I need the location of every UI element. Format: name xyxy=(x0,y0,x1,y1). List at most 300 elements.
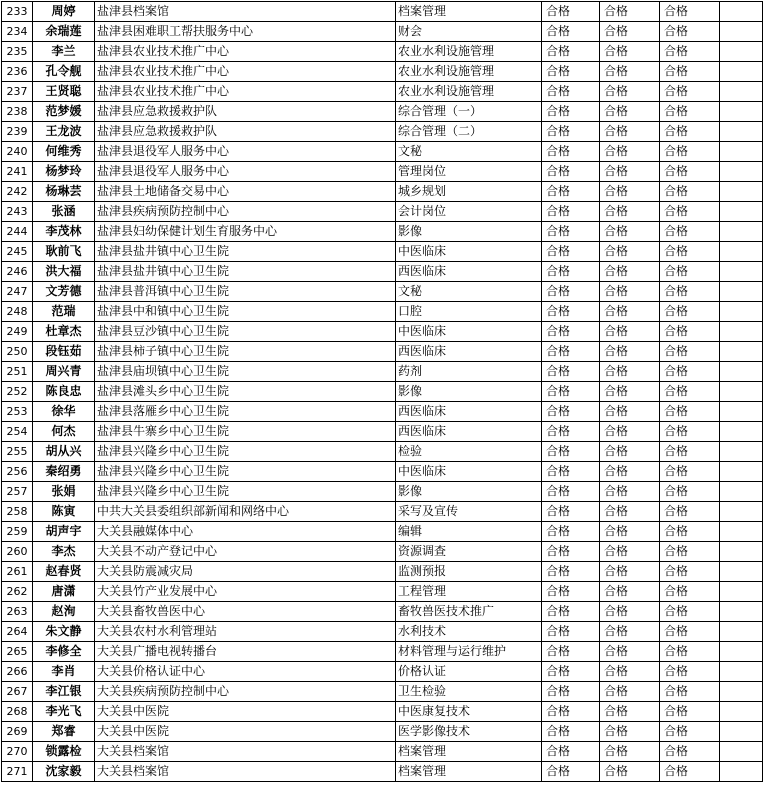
empty-cell xyxy=(720,322,763,342)
post-cell: 卫生检验 xyxy=(396,682,542,702)
table-row xyxy=(2,402,763,422)
empty-cell xyxy=(720,382,763,402)
result-cell-2: 合格 xyxy=(600,222,660,242)
table-row xyxy=(2,442,763,462)
result-cell-1: 合格 xyxy=(542,342,600,362)
table-row xyxy=(2,322,763,342)
result-cell-3: 合格 xyxy=(660,422,720,442)
unit-cell: 盐津县土地储备交易中心 xyxy=(95,182,396,202)
name-cell: 张娟 xyxy=(33,482,95,502)
row-number-cell: 252 xyxy=(2,382,33,402)
unit-cell: 盐津县盐井镇中心卫生院 xyxy=(95,242,396,262)
result-cell-3: 合格 xyxy=(660,182,720,202)
row-number-cell: 270 xyxy=(2,742,33,762)
name-cell: 李江银 xyxy=(33,682,95,702)
result-cell-2: 合格 xyxy=(600,342,660,362)
table-row xyxy=(2,462,763,482)
name-cell: 李兰 xyxy=(33,42,95,62)
table-row xyxy=(2,82,763,102)
empty-cell xyxy=(720,582,763,602)
empty-cell xyxy=(720,562,763,582)
result-cell-1: 合格 xyxy=(542,582,600,602)
unit-cell: 大关县融媒体中心 xyxy=(95,522,396,542)
empty-cell xyxy=(720,442,763,462)
post-cell: 农业水利设施管理 xyxy=(396,42,542,62)
post-cell: 中医临床 xyxy=(396,242,542,262)
result-cell-3: 合格 xyxy=(660,642,720,662)
result-cell-3: 合格 xyxy=(660,562,720,582)
unit-cell: 盐津县中和镇中心卫生院 xyxy=(95,302,396,322)
unit-cell: 大关县价格认证中心 xyxy=(95,662,396,682)
result-cell-3: 合格 xyxy=(660,522,720,542)
table-row xyxy=(2,2,763,22)
result-cell-3: 合格 xyxy=(660,102,720,122)
result-cell-2: 合格 xyxy=(600,622,660,642)
unit-cell: 大关县疾病预防控制中心 xyxy=(95,682,396,702)
table-row xyxy=(2,282,763,302)
result-cell-2: 合格 xyxy=(600,2,660,22)
name-cell: 文芳德 xyxy=(33,282,95,302)
result-cell-3: 合格 xyxy=(660,762,720,782)
result-cell-1: 合格 xyxy=(542,702,600,722)
result-cell-3: 合格 xyxy=(660,622,720,642)
result-cell-3: 合格 xyxy=(660,582,720,602)
table-row xyxy=(2,702,763,722)
result-cell-2: 合格 xyxy=(600,742,660,762)
post-cell: 财会 xyxy=(396,22,542,42)
name-cell: 洪大福 xyxy=(33,262,95,282)
post-cell: 中医临床 xyxy=(396,322,542,342)
unit-cell: 盐津县疾病预防控制中心 xyxy=(95,202,396,222)
empty-cell xyxy=(720,122,763,142)
row-number-cell: 255 xyxy=(2,442,33,462)
result-cell-1: 合格 xyxy=(542,182,600,202)
post-cell: 工程管理 xyxy=(396,582,542,602)
result-cell-2: 合格 xyxy=(600,702,660,722)
result-cell-1: 合格 xyxy=(542,142,600,162)
row-number-cell: 268 xyxy=(2,702,33,722)
result-cell-1: 合格 xyxy=(542,362,600,382)
name-cell: 李茂林 xyxy=(33,222,95,242)
row-number-cell: 263 xyxy=(2,602,33,622)
table-row xyxy=(2,762,763,782)
row-number-cell: 258 xyxy=(2,502,33,522)
post-cell: 档案管理 xyxy=(396,742,542,762)
post-cell: 文秘 xyxy=(396,282,542,302)
name-cell: 胡声宇 xyxy=(33,522,95,542)
result-cell-3: 合格 xyxy=(660,702,720,722)
row-number-cell: 236 xyxy=(2,62,33,82)
result-cell-2: 合格 xyxy=(600,22,660,42)
name-cell: 耿前飞 xyxy=(33,242,95,262)
name-cell: 杨琳芸 xyxy=(33,182,95,202)
result-cell-2: 合格 xyxy=(600,42,660,62)
result-cell-1: 合格 xyxy=(542,662,600,682)
name-cell: 沈家毅 xyxy=(33,762,95,782)
empty-cell xyxy=(720,242,763,262)
result-cell-2: 合格 xyxy=(600,422,660,442)
result-cell-2: 合格 xyxy=(600,642,660,662)
empty-cell xyxy=(720,542,763,562)
row-number-cell: 240 xyxy=(2,142,33,162)
result-cell-3: 合格 xyxy=(660,142,720,162)
result-cell-3: 合格 xyxy=(660,662,720,682)
empty-cell xyxy=(720,2,763,22)
unit-cell: 盐津县柿子镇中心卫生院 xyxy=(95,342,396,362)
table-row xyxy=(2,342,763,362)
result-cell-2: 合格 xyxy=(600,262,660,282)
unit-cell: 盐津县应急救援救护队 xyxy=(95,102,396,122)
table-body xyxy=(2,2,763,782)
name-cell: 郑睿 xyxy=(33,722,95,742)
post-cell: 监测预报 xyxy=(396,562,542,582)
post-cell: 口腔 xyxy=(396,302,542,322)
table-row xyxy=(2,182,763,202)
table-row xyxy=(2,42,763,62)
unit-cell: 盐津县妇幼保健计划生育服务中心 xyxy=(95,222,396,242)
result-cell-3: 合格 xyxy=(660,502,720,522)
unit-cell: 盐津县盐井镇中心卫生院 xyxy=(95,262,396,282)
unit-cell: 大关县不动产登记中心 xyxy=(95,542,396,562)
result-cell-3: 合格 xyxy=(660,542,720,562)
post-cell: 价格认证 xyxy=(396,662,542,682)
unit-cell: 大关县中医院 xyxy=(95,722,396,742)
unit-cell: 大关县竹产业发展中心 xyxy=(95,582,396,602)
result-cell-3: 合格 xyxy=(660,262,720,282)
result-cell-2: 合格 xyxy=(600,682,660,702)
row-number-cell: 234 xyxy=(2,22,33,42)
post-cell: 检验 xyxy=(396,442,542,462)
name-cell: 杜章杰 xyxy=(33,322,95,342)
post-cell: 农业水利设施管理 xyxy=(396,82,542,102)
empty-cell xyxy=(720,22,763,42)
empty-cell xyxy=(720,42,763,62)
result-cell-2: 合格 xyxy=(600,722,660,742)
name-cell: 锁露检 xyxy=(33,742,95,762)
name-cell: 赵春贤 xyxy=(33,562,95,582)
empty-cell xyxy=(720,622,763,642)
name-cell: 何维秀 xyxy=(33,142,95,162)
empty-cell xyxy=(720,522,763,542)
name-cell: 王龙波 xyxy=(33,122,95,142)
row-number-cell: 269 xyxy=(2,722,33,742)
table-row xyxy=(2,682,763,702)
row-number-cell: 247 xyxy=(2,282,33,302)
empty-cell xyxy=(720,362,763,382)
name-cell: 秦绍勇 xyxy=(33,462,95,482)
result-cell-1: 合格 xyxy=(542,442,600,462)
result-cell-3: 合格 xyxy=(660,342,720,362)
name-cell: 胡从兴 xyxy=(33,442,95,462)
result-cell-3: 合格 xyxy=(660,282,720,302)
result-cell-1: 合格 xyxy=(542,402,600,422)
result-cell-3: 合格 xyxy=(660,382,720,402)
result-cell-2: 合格 xyxy=(600,562,660,582)
unit-cell: 盐津县滩头乡中心卫生院 xyxy=(95,382,396,402)
post-cell: 西医临床 xyxy=(396,402,542,422)
row-number-cell: 267 xyxy=(2,682,33,702)
row-number-cell: 254 xyxy=(2,422,33,442)
result-cell-3: 合格 xyxy=(660,722,720,742)
name-cell: 范瑞 xyxy=(33,302,95,322)
unit-cell: 盐津县兴隆乡中心卫生院 xyxy=(95,442,396,462)
result-cell-3: 合格 xyxy=(660,82,720,102)
name-cell: 徐华 xyxy=(33,402,95,422)
post-cell: 管理岗位 xyxy=(396,162,542,182)
result-cell-1: 合格 xyxy=(542,2,600,22)
result-cell-2: 合格 xyxy=(600,522,660,542)
result-cell-1: 合格 xyxy=(542,242,600,262)
name-cell: 杨梦玲 xyxy=(33,162,95,182)
name-cell: 赵洵 xyxy=(33,602,95,622)
table-row xyxy=(2,202,763,222)
empty-cell xyxy=(720,682,763,702)
empty-cell xyxy=(720,462,763,482)
result-cell-2: 合格 xyxy=(600,122,660,142)
row-number-cell: 239 xyxy=(2,122,33,142)
name-cell: 唐潇 xyxy=(33,582,95,602)
name-cell: 李肖 xyxy=(33,662,95,682)
result-cell-1: 合格 xyxy=(542,722,600,742)
result-cell-3: 合格 xyxy=(660,402,720,422)
unit-cell: 盐津县退役军人服务中心 xyxy=(95,162,396,182)
post-cell: 药剂 xyxy=(396,362,542,382)
name-cell: 张涵 xyxy=(33,202,95,222)
result-cell-3: 合格 xyxy=(660,202,720,222)
empty-cell xyxy=(720,282,763,302)
table-row xyxy=(2,382,763,402)
row-number-cell: 242 xyxy=(2,182,33,202)
row-number-cell: 244 xyxy=(2,222,33,242)
result-cell-3: 合格 xyxy=(660,602,720,622)
result-cell-3: 合格 xyxy=(660,22,720,42)
unit-cell: 盐津县豆沙镇中心卫生院 xyxy=(95,322,396,342)
post-cell: 西医临床 xyxy=(396,262,542,282)
result-cell-3: 合格 xyxy=(660,122,720,142)
result-cell-3: 合格 xyxy=(660,682,720,702)
result-cell-2: 合格 xyxy=(600,142,660,162)
result-cell-1: 合格 xyxy=(542,742,600,762)
post-cell: 档案管理 xyxy=(396,2,542,22)
unit-cell: 盐津县应急救援救护队 xyxy=(95,122,396,142)
result-cell-1: 合格 xyxy=(542,522,600,542)
result-cell-3: 合格 xyxy=(660,222,720,242)
name-cell: 范梦媛 xyxy=(33,102,95,122)
unit-cell: 盐津县档案馆 xyxy=(95,2,396,22)
unit-cell: 大关县农村水利管理站 xyxy=(95,622,396,642)
post-cell: 综合管理（二） xyxy=(396,122,542,142)
table-row xyxy=(2,542,763,562)
result-cell-1: 合格 xyxy=(542,422,600,442)
row-number-cell: 264 xyxy=(2,622,33,642)
post-cell: 城乡规划 xyxy=(396,182,542,202)
empty-cell xyxy=(720,502,763,522)
post-cell: 资源调查 xyxy=(396,542,542,562)
empty-cell xyxy=(720,142,763,162)
empty-cell xyxy=(720,602,763,622)
unit-cell: 盐津县普洱镇中心卫生院 xyxy=(95,282,396,302)
result-cell-2: 合格 xyxy=(600,302,660,322)
result-cell-3: 合格 xyxy=(660,462,720,482)
result-cell-1: 合格 xyxy=(542,322,600,342)
result-cell-2: 合格 xyxy=(600,102,660,122)
table-row xyxy=(2,422,763,442)
table-row xyxy=(2,162,763,182)
result-cell-1: 合格 xyxy=(542,682,600,702)
empty-cell xyxy=(720,402,763,422)
result-cell-2: 合格 xyxy=(600,482,660,502)
unit-cell: 盐津县困难职工帮扶服务中心 xyxy=(95,22,396,42)
unit-cell: 盐津县落雁乡中心卫生院 xyxy=(95,402,396,422)
result-cell-3: 合格 xyxy=(660,322,720,342)
result-cell-1: 合格 xyxy=(542,82,600,102)
empty-cell xyxy=(720,762,763,782)
unit-cell: 盐津县农业技术推广中心 xyxy=(95,82,396,102)
table-row xyxy=(2,522,763,542)
results-table xyxy=(1,1,763,782)
name-cell: 何杰 xyxy=(33,422,95,442)
table-row xyxy=(2,122,763,142)
row-number-cell: 246 xyxy=(2,262,33,282)
post-cell: 材料管理与运行维护 xyxy=(396,642,542,662)
post-cell: 综合管理（一） xyxy=(396,102,542,122)
row-number-cell: 248 xyxy=(2,302,33,322)
result-cell-2: 合格 xyxy=(600,542,660,562)
unit-cell: 大关县档案馆 xyxy=(95,762,396,782)
result-cell-3: 合格 xyxy=(660,482,720,502)
result-cell-1: 合格 xyxy=(542,102,600,122)
result-cell-1: 合格 xyxy=(542,542,600,562)
post-cell: 水利技术 xyxy=(396,622,542,642)
post-cell: 西医临床 xyxy=(396,422,542,442)
result-cell-1: 合格 xyxy=(542,602,600,622)
table-row xyxy=(2,562,763,582)
unit-cell: 盐津县农业技术推广中心 xyxy=(95,62,396,82)
result-cell-1: 合格 xyxy=(542,222,600,242)
table-row xyxy=(2,722,763,742)
table-row xyxy=(2,362,763,382)
row-number-cell: 256 xyxy=(2,462,33,482)
post-cell: 编辑 xyxy=(396,522,542,542)
empty-cell xyxy=(720,722,763,742)
result-cell-3: 合格 xyxy=(660,2,720,22)
post-cell: 影像 xyxy=(396,482,542,502)
empty-cell xyxy=(720,82,763,102)
table-row xyxy=(2,642,763,662)
row-number-cell: 235 xyxy=(2,42,33,62)
empty-cell xyxy=(720,482,763,502)
row-number-cell: 262 xyxy=(2,582,33,602)
row-number-cell: 249 xyxy=(2,322,33,342)
row-number-cell: 259 xyxy=(2,522,33,542)
empty-cell xyxy=(720,222,763,242)
result-cell-2: 合格 xyxy=(600,762,660,782)
empty-cell xyxy=(720,102,763,122)
post-cell: 影像 xyxy=(396,382,542,402)
post-cell: 医学影像技术 xyxy=(396,722,542,742)
row-number-cell: 233 xyxy=(2,2,33,22)
table-row xyxy=(2,262,763,282)
result-cell-2: 合格 xyxy=(600,402,660,422)
table-row xyxy=(2,742,763,762)
unit-cell: 盐津县兴隆乡中心卫生院 xyxy=(95,482,396,502)
unit-cell: 盐津县牛寨乡中心卫生院 xyxy=(95,422,396,442)
result-cell-2: 合格 xyxy=(600,282,660,302)
result-cell-2: 合格 xyxy=(600,62,660,82)
empty-cell xyxy=(720,162,763,182)
result-cell-2: 合格 xyxy=(600,442,660,462)
result-cell-1: 合格 xyxy=(542,42,600,62)
empty-cell xyxy=(720,422,763,442)
row-number-cell: 241 xyxy=(2,162,33,182)
result-cell-1: 合格 xyxy=(542,62,600,82)
table-row xyxy=(2,502,763,522)
name-cell: 周婷 xyxy=(33,2,95,22)
result-cell-2: 合格 xyxy=(600,382,660,402)
table-row xyxy=(2,482,763,502)
result-cell-2: 合格 xyxy=(600,242,660,262)
name-cell: 王贤聪 xyxy=(33,82,95,102)
table-row xyxy=(2,622,763,642)
name-cell: 李光飞 xyxy=(33,702,95,722)
unit-cell: 大关县畜牧兽医中心 xyxy=(95,602,396,622)
result-cell-1: 合格 xyxy=(542,462,600,482)
result-cell-1: 合格 xyxy=(542,122,600,142)
empty-cell xyxy=(720,202,763,222)
post-cell: 文秘 xyxy=(396,142,542,162)
result-cell-3: 合格 xyxy=(660,42,720,62)
name-cell: 余瑞莲 xyxy=(33,22,95,42)
name-cell: 孔令舰 xyxy=(33,62,95,82)
result-cell-2: 合格 xyxy=(600,602,660,622)
table-row xyxy=(2,102,763,122)
result-cell-1: 合格 xyxy=(542,282,600,302)
unit-cell: 盐津县庙坝镇中心卫生院 xyxy=(95,362,396,382)
result-cell-2: 合格 xyxy=(600,182,660,202)
table-row xyxy=(2,222,763,242)
result-cell-1: 合格 xyxy=(542,502,600,522)
row-number-cell: 243 xyxy=(2,202,33,222)
empty-cell xyxy=(720,62,763,82)
result-cell-2: 合格 xyxy=(600,462,660,482)
post-cell: 农业水利设施管理 xyxy=(396,62,542,82)
row-number-cell: 250 xyxy=(2,342,33,362)
result-cell-1: 合格 xyxy=(542,202,600,222)
unit-cell: 大关县防震减灾局 xyxy=(95,562,396,582)
row-number-cell: 245 xyxy=(2,242,33,262)
post-cell: 会计岗位 xyxy=(396,202,542,222)
name-cell: 李修全 xyxy=(33,642,95,662)
name-cell: 朱文静 xyxy=(33,622,95,642)
result-cell-1: 合格 xyxy=(542,622,600,642)
result-cell-2: 合格 xyxy=(600,362,660,382)
post-cell: 影像 xyxy=(396,222,542,242)
result-cell-2: 合格 xyxy=(600,82,660,102)
result-cell-3: 合格 xyxy=(660,302,720,322)
name-cell: 李杰 xyxy=(33,542,95,562)
empty-cell xyxy=(720,662,763,682)
result-cell-3: 合格 xyxy=(660,362,720,382)
post-cell: 档案管理 xyxy=(396,762,542,782)
row-number-cell: 253 xyxy=(2,402,33,422)
result-cell-3: 合格 xyxy=(660,242,720,262)
result-cell-2: 合格 xyxy=(600,582,660,602)
unit-cell: 大关县档案馆 xyxy=(95,742,396,762)
table-row xyxy=(2,242,763,262)
result-cell-1: 合格 xyxy=(542,562,600,582)
result-cell-3: 合格 xyxy=(660,62,720,82)
unit-cell: 盐津县兴隆乡中心卫生院 xyxy=(95,462,396,482)
